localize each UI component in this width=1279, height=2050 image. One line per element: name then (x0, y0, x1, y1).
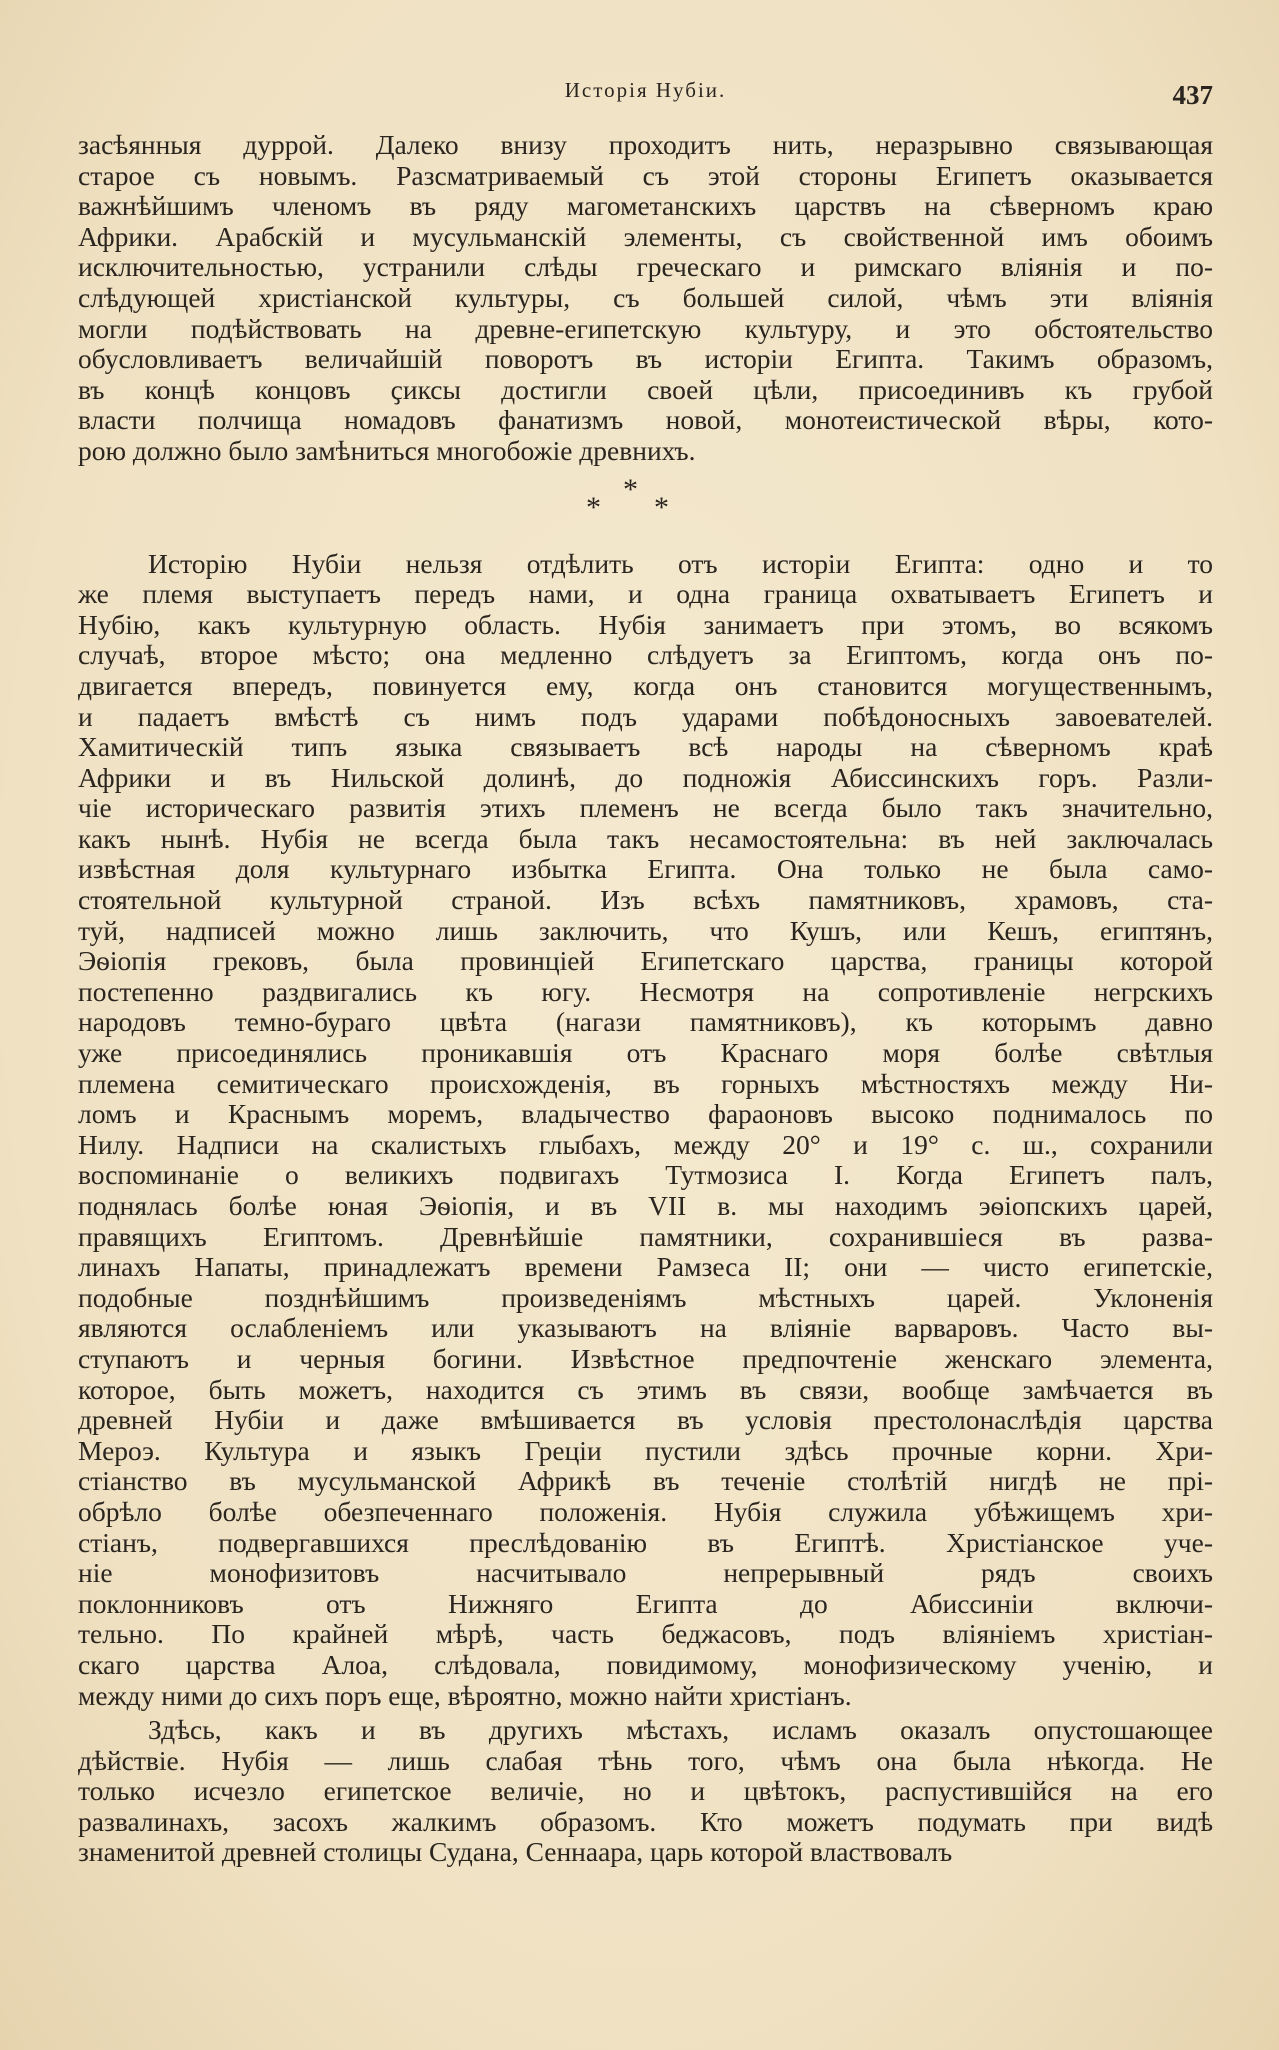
text-line: въ концѣ концовъ ҫиксы достигли своей цѣли, присоединивъ къ грубой (78, 374, 1213, 405)
text-line: знаменитой древней столицы Судана, Сеннаара, царь которой властвовалъ (78, 1837, 953, 1868)
text-line: рою должно было замѣниться многобожіе древнихъ. (78, 435, 696, 466)
text-line: слѣдующей христіанской культуры, съ большей силой, чѣмъ эти вліянія (78, 282, 1213, 313)
text-line: засѣянныя дуррой. Далеко внизу проходитъ нить, неразрывно связывающая (78, 130, 1213, 160)
text-line: и падаетъ вмѣстѣ съ нимъ подъ ударами побѣдоносныхъ завоевателей. (78, 701, 1213, 732)
section-separator (78, 472, 1213, 535)
text-line: обрѣло болѣе обезпеченнаго положенія. Нубія служила убѣжищемъ хри- (78, 1496, 1213, 1527)
text-line: линахъ Напаты, принадлежатъ времени Рамзеса II; они — чисто египетскіе, (78, 1252, 1213, 1283)
text-line: старое съ новымъ. Разсматриваемый съ этой стороны Египетъ оказывается (78, 160, 1213, 191)
text-line: стоятельной культурной страной. Изъ всѣхъ памятниковъ, храмовъ, ста- (78, 885, 1213, 916)
paragraph-1 (78, 130, 1213, 467)
text-line: которое, быть можетъ, находится съ этимъ въ связи, вообще замѣчается въ (78, 1374, 1213, 1405)
text-line: важнѣйшимъ членомъ въ ряду магометанскихъ царствъ на сѣверномъ краю (78, 191, 1213, 222)
text-line: обусловливаетъ величайшій поворотъ въ исторіи Египта. Такимъ образомъ, (78, 344, 1213, 375)
text-line: власти полчища номадовъ фанатизмъ новой, монотеистической вѣры, кото- (78, 405, 1213, 436)
text-line: туй, надписей можно лишь заключить, что Кушъ, или Кешъ, египтянъ, (78, 915, 1213, 946)
text-line: чіе историческаго развитія этихъ племенъ не всегда было такъ значительно, (78, 793, 1213, 824)
text-line: двигается впередъ, повинуется ему, когда онъ становится могущественнымъ, (78, 670, 1213, 701)
text-line: какъ нынѣ. Нубія не всегда была такъ несамостоятельна: въ ней заключалась (78, 823, 1213, 854)
text-line: воспоминаніе о великихъ подвигахъ Тутмозиса I. Когда Египетъ палъ, (78, 1160, 1213, 1191)
text-line: Нилу. Надписи на скалистыхъ глыбахъ, между 20° и 19° с. ш., сохранили (78, 1129, 1213, 1160)
text-line: являются ослабленіемъ или указываютъ на вліяніе варваровъ. Часто вы- (78, 1313, 1213, 1344)
text-line: поклонниковъ отъ Нижняго Египта до Абиссиніи включи- (78, 1588, 1213, 1619)
text-line: могли подѣйствовать на древне-египетскую культуру, и это обстоятельство (78, 313, 1213, 344)
text-line: Мероэ. Культура и языкъ Греціи пустили здѣсь прочные корни. Хри- (78, 1435, 1213, 1466)
text-line: Африки. Арабскій и мусульманскій элементы, съ свойственной имъ обоимъ (78, 221, 1213, 252)
text-line: подобные позднѣйшимъ произведеніямъ мѣстныхъ царей. Уклоненія (78, 1282, 1213, 1313)
text-line: племена семитическаго происхожденія, въ горныхъ мѣстностяхъ между Ни- (78, 1068, 1213, 1099)
body-text (78, 130, 1213, 1868)
text-line: развалинахъ, засохъ жалкимъ образомъ. Кто можетъ подумать при видѣ (78, 1806, 1213, 1837)
paragraph-3 (78, 1715, 1213, 1868)
page-number: 437 (1172, 80, 1213, 110)
text-line: случаѣ, второе мѣсто; она медленно слѣдуетъ за Египтомъ, когда онъ по- (78, 640, 1213, 671)
text-line: между ними до сихъ поръ еще, вѣроятно, можно найти христіанъ. (78, 1680, 852, 1711)
text-line: поднялась болѣе юная Эѳіопія, и въ VII в. мы находимъ эѳіопскихъ царей, (78, 1191, 1213, 1221)
text-line: Здѣсь, какъ и въ другихъ мѣстахъ, исламъ оказалъ опустошающее (148, 1715, 1213, 1746)
text-line: Нубію, какъ культурную область. Нубія занимаетъ при этомъ, во всякомъ (78, 609, 1213, 640)
paragraph-2 (78, 549, 1213, 1712)
text-line: извѣстная доля культурнаго избытка Египта. Она только не была само- (78, 854, 1213, 885)
separator-star: * (586, 490, 601, 524)
text-line: уже присоединялись проникавшія отъ Краснаго моря болѣе свѣтлыя (78, 1038, 1213, 1069)
text-line: постепенно раздвигались къ югу. Несмотря на сопротивленіе негрскихъ (78, 976, 1213, 1007)
text-line: тельно. По крайней мѣрѣ, часть беджасовъ, подъ вліяніемъ христіан- (78, 1619, 1213, 1650)
text-line: Эѳіопія грековъ, была провинціей Египетскаго царства, границы которой (78, 946, 1213, 977)
text-line: скаго царства Алоа, слѣдовала, повидимому, монофизическому ученію, и (78, 1649, 1213, 1680)
text-line: же племя выступаетъ передъ нами, и одна граница охватываетъ Египетъ и (78, 579, 1213, 610)
text-line: народовъ темно-бураго цвѣта (нагази памятниковъ), къ которымъ давно (78, 1007, 1213, 1038)
running-title: Исторія Нубіи. (564, 78, 727, 102)
text-line: ступаютъ и черныя богини. Извѣстное предпочтеніе женскаго элемента, (78, 1343, 1213, 1374)
text-line: стіанство въ мусульманской Африкѣ въ теченіе столѣтій нигдѣ не прі- (78, 1466, 1213, 1497)
text-line: только исчезло египетское величіе, но и цвѣтокъ, распустившійся на его (78, 1776, 1213, 1807)
separator-star: * (623, 472, 638, 506)
separator-star: * (654, 490, 669, 524)
text-line: Хамитическій типъ языка связываетъ всѣ народы на сѣверномъ краѣ (78, 732, 1213, 763)
text-line: правящихъ Египтомъ. Древнѣйшіе памятники, сохранившіеся въ развa- (78, 1221, 1213, 1252)
text-line: Исторію Нубіи нельзя отдѣлить отъ исторіи Египта: одно и то (148, 548, 1213, 579)
text-line: стіанъ, подвергавшихся преслѣдованію въ Египтѣ. Христіанское уче- (78, 1527, 1213, 1558)
text-line: Африки и въ Нильской долинѣ, до подножія Абиссинскихъ горъ. Разли- (78, 762, 1213, 793)
text-line: ніе монофизитовъ насчитывало непрерывный рядъ своихъ (78, 1558, 1213, 1589)
text-line: древней Нубіи и даже вмѣшивается въ условія престолонаслѣдія царства (78, 1405, 1213, 1436)
text-line: дѣйствіе. Нубія — лишь слабая тѣнь того, чѣмъ она была нѣкогда. Не (78, 1745, 1213, 1776)
page-header (78, 78, 1213, 108)
text-line: ломъ и Краснымъ моремъ, владычество фараоновъ высоко поднималось по (78, 1099, 1213, 1130)
text-line: исключительностью, устранили слѣды греческаго и римскаго вліянія и по- (78, 252, 1213, 283)
